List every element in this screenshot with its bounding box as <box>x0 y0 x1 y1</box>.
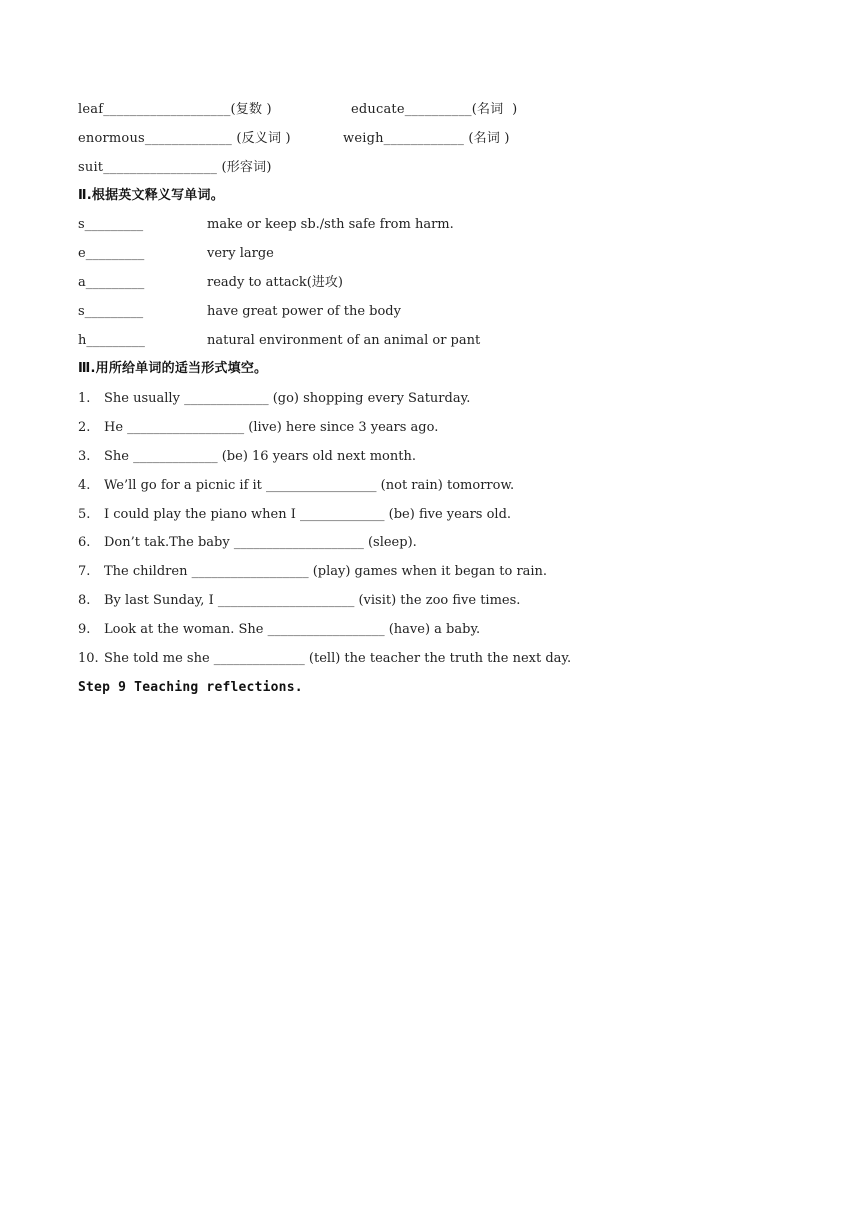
word-form-leaf: leaf___________________(复数 ) <box>78 102 272 117</box>
question-number: 8. <box>78 593 91 608</box>
definition-word: e_________ <box>78 246 145 261</box>
question-number: 9. <box>78 622 91 637</box>
question-number: 2. <box>78 420 91 435</box>
question-sentence: Look at the woman. She __________________ (have) a baby. <box>104 622 481 637</box>
word-form-suit: suit_________________ (形容词) <box>78 160 272 175</box>
definition-word: s_________ <box>78 304 144 319</box>
word-form-educate: educate__________(名词 ) <box>351 102 518 117</box>
question-number: 3. <box>78 449 91 464</box>
definition-word: h_________ <box>78 333 145 348</box>
question-sentence: She _____________ (be) 16 years old next month. <box>104 449 416 464</box>
definition-text: make or keep sb./sth safe from harm. <box>207 217 454 232</box>
question-number: 4. <box>78 478 91 493</box>
question-sentence: The children __________________ (play) games when it began to rain. <box>104 564 548 579</box>
question-sentence: We’ll go for a picnic if it _________________ (not rain) tomorrow. <box>104 478 515 493</box>
question-number: 5. <box>78 507 91 522</box>
question-sentence: She told me she ______________ (tell) the teacher the truth the next day. <box>104 651 572 666</box>
section-3-heading: Ⅲ.用所给单词的适当形式填空。 <box>78 361 268 376</box>
question-number: 10. <box>78 651 99 666</box>
definition-text: ready to attack(进攻) <box>207 275 343 290</box>
definition-text: have great power of the body <box>207 304 401 319</box>
question-sentence: Don’t tak.The baby ____________________ (sleep). <box>104 535 417 550</box>
word-form-weigh: weigh____________ (名词 ) <box>343 131 510 146</box>
definition-word: a_________ <box>78 275 145 290</box>
question-sentence: By last Sunday, I _____________________ (visit) the zoo five times. <box>104 593 521 608</box>
question-sentence: I could play the piano when I _____________ (be) five years old. <box>104 507 512 522</box>
question-number: 1. <box>78 391 91 406</box>
question-sentence: He __________________ (live) here since 3 years ago. <box>104 420 439 435</box>
definition-text: natural environment of an animal or pant <box>207 333 481 348</box>
question-number: 7. <box>78 564 91 579</box>
step-heading: Step 9 Teaching reflections. <box>78 680 303 695</box>
question-sentence: She usually _____________ (go) shopping every Saturday. <box>104 391 471 406</box>
definition-text: very large <box>207 246 274 261</box>
word-form-enormous: enormous_____________ (反义词 ) <box>78 131 291 146</box>
definition-word: s_________ <box>78 217 144 232</box>
question-number: 6. <box>78 535 91 550</box>
section-2-heading: Ⅱ.根据英文释义写单词。 <box>78 188 224 203</box>
